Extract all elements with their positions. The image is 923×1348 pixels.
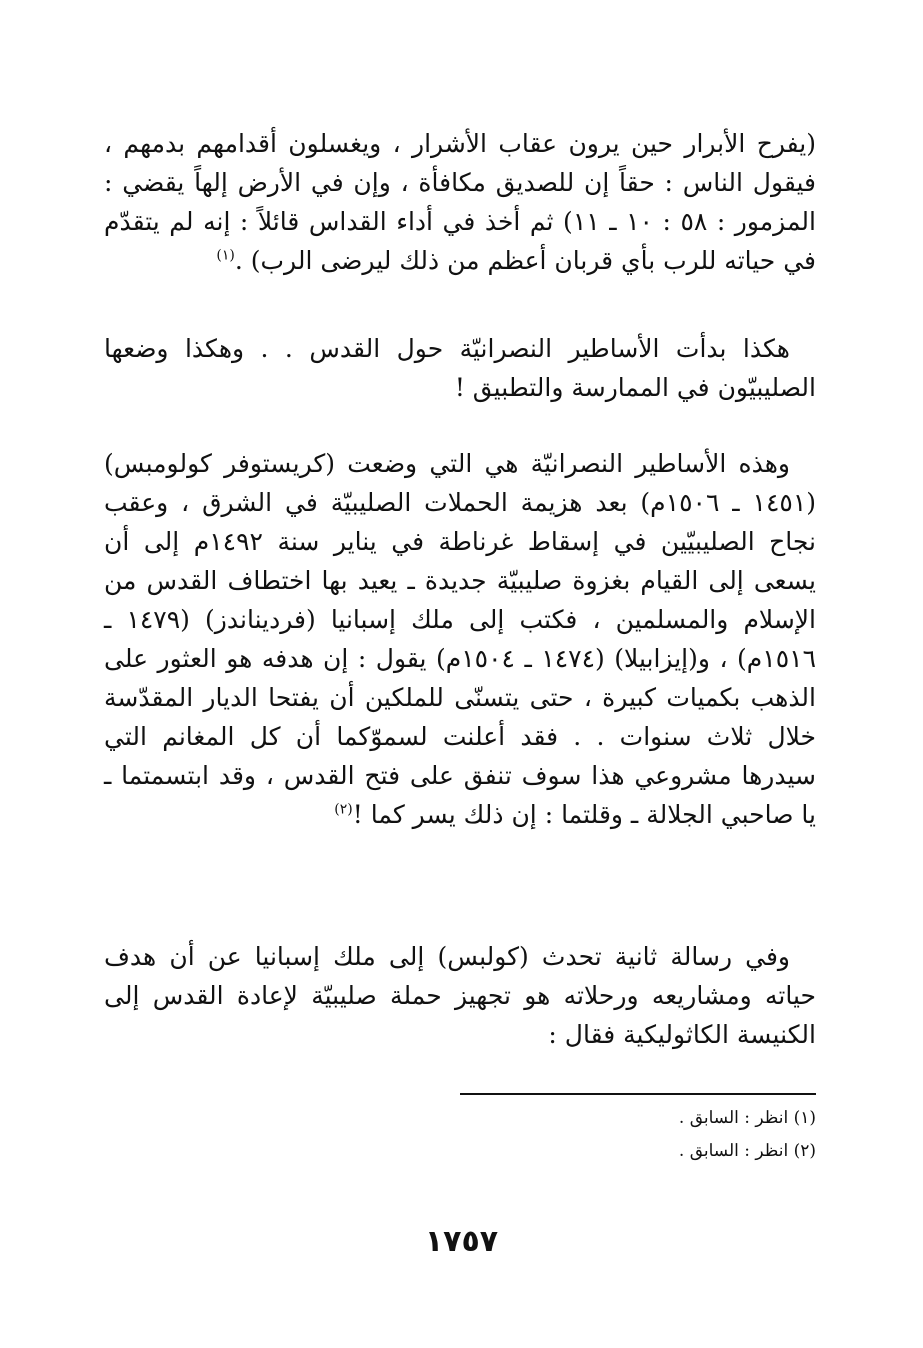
paragraph-3-text	[104, 444, 816, 834]
paragraph-1-body: (يفرح الأبرار حين يرون عقاب الأشرار ، ويغسلون أقدامهم بدمهم ، فيقول الناس : حقاً إن للصديق مكافأة ، وإن في الأرض إلهاً يقضي : المزمور : ٥٨ : ١٠ ـ ١١) ثم أخذ في أداء القداس قائلاً : إنه لم يتقدّم في حياته للرب بأي قربان أعظم من ذلك ليرضى الرب) .	[104, 129, 816, 275]
footnote-reference-1[interactable]: (١)	[216, 247, 235, 264]
paragraph-4-text: وفي رسالة ثانية تحدث (كولبس) إلى ملك إسبانيا عن أن هدف حياته ومشاريعه ورحلاته هو تجهيز حملة صليبيّة لإعادة القدس إلى الكنيسة الكاثوليكية فقال :	[104, 942, 816, 1049]
footnote-2: (٢) انظر : السابق .	[678, 1141, 816, 1161]
paragraph-4	[104, 937, 816, 1054]
paragraph-3-body: وهذه الأساطير النصرانيّة هي التي وضعت (كريستوفر كولومبس) (١٤٥١ ـ ١٥٠٦م) بعد هزيمة الحملات الصليبيّة في الشرق ، وعقب نجاح الصليبيّين في إسقاط غرناطة في يناير سنة ١٤٩٢م إلى أن يسعى إلى القيام بغزوة صليبيّة جديدة ـ يعيد بها اختطاف القدس من الإسلام والمسلمين ، فكتب إلى ملك إسبانيا (فرديناندز) (١٤٧٩ ـ ١٥١٦م) ، و(إيزابيلا) (١٤٧٤ ـ ١٥٠٤م) يقول : إن هدفه هو العثور على الذهب بكميات كبيرة ، حتى يتسنّى للملكين أن يفتحا الديار المقدّسة خلال ثلاث سنوات . . فقد أعلنت لسموّكما أن كل المغانم التي سيدرها مشروعي هذا سوف تنفق على فتح القدس ، وقد ابتسمتما ـ يا صاحبي الجلالة ـ وقلتما : إن ذلك يسر كما !	[104, 449, 817, 829]
footnote-divider	[460, 1093, 816, 1095]
paragraph-2-text: هكذا بدأت الأساطير النصرانيّة حول القدس . . وهكذا وضعها الصليبيّون في الممارسة والتطبيق !	[104, 334, 816, 402]
paragraph-1-text	[104, 124, 816, 280]
footnote-1: (١) انظر : السابق .	[678, 1108, 816, 1128]
footnote-reference-2[interactable]: (٢)	[334, 801, 353, 818]
page-number: ١٧٥٧	[424, 1224, 499, 1259]
paragraph-1	[104, 124, 816, 280]
paragraph-3	[104, 444, 816, 834]
paragraph-2	[104, 329, 816, 407]
footnotes	[460, 1102, 816, 1168]
